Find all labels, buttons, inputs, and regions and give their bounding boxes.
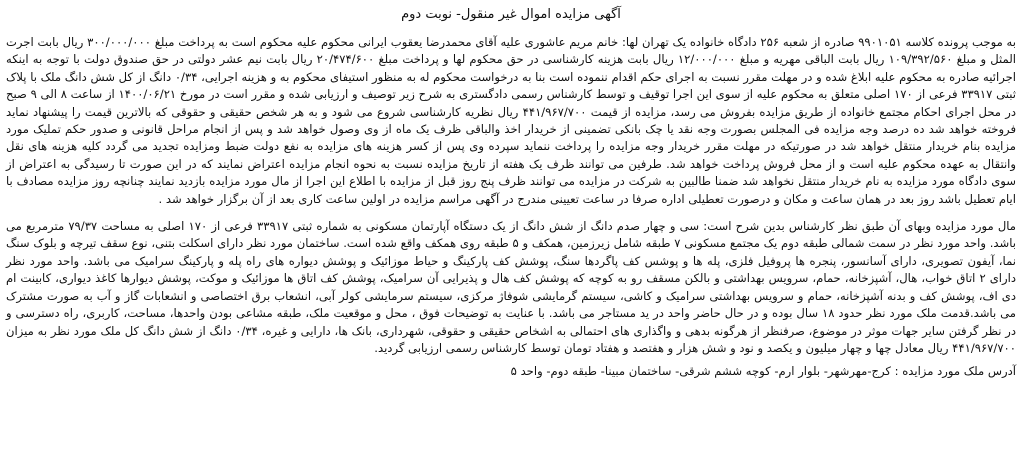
notice-paragraph-terms: به موجب پرونده کلاسه ۹۹۰۱۰۵۱ صادره از شعبه ۲۵۶ دادگاه خانواده یک تهران لها: خانم مریم عاشوری علیه آقای محمدرضا یعقوب ایرانی محکوم علیه محکوم است به پرداخت مبلغ ۳۰۰/۰۰۰/۰۰۰ ریال بابت اجرت المثل و مبلغ ۱۰۹/۳۹۲/۵۶۰ ریال بابت الباقی مهریه و مبلغ ۱۲/۰۰۰/۰۰۰ ریال بابت هزینه کارشناسی در حق محکوم لها و پرداخت مبلغ ۲۰/۴۷۴/۶۰۰ ریال بابت نیم عشر دولتی در حق صندوق دولت با توجه به اینکه اجرائیه صادره به محکوم علیه ابلاغ شده و در مهلت مقرر نسبت به اجرای حکم اقدام ننموده است بنا به درخواست محکوم له به منظور استیفای محکوم به و هزینه اجرایی، ۰/۳۴ دانگ از کل شش دانگ ملک با پلاک ثبتی ۳۳۹۱۷ فرعی از ۱۷۰ اصلی متعلق به محکوم علیه از سوی این اجرا توقیف و توسط کارشناس رسمی دادگستری به شرح زیر توصیف و ارزیابی شده و مقرر است در مورخ ۱۴۰۰/۰۶/۲۱ از ساعت ۸ الی ۹ صبح در محل اجرای احکام مجتمع خانواده از طریق مزایده بفروش می رسد، مزایده از قیمت ۴۴۱/۹۶۷/۷۰۰ ریال نظریه کارشناسی شروع می شود و به هر شخص حقیقی و حقوقی که بالاترین قیمت را پیشنهاد نماید فروخته خواهد شد ده درصد وجه مزایده فی المجلس بصورت وجه نقد یا چک بانکی تضمینی از خریدار اخذ والباقی ظرف یک ماه از وی وصول خواهد شد و پس از انجام مراحل قانونی و صدور حکم تملیک مورد مزایده بنام خریدار منتقل خواهد شد در صورتیکه در مهلت مقرر خریدار وجه مزایده را پرداخت ننماید سپرده وی پس از کسر هزینه های مزایده به نفع دولت ضبط ومزایده تجدید می گردد کلیه هزینه های نقل وانتقال به عهده محکوم علیه است و از محل فروش پرداخت خواهد شد. طرفین می توانند ظرف یک هفته از تاریخ مزایده نسبت به نحوه انجام مزایده اعتراض نمایند که در این صورت تا رسیدگی به اعتراض از سوی دادگاه مورد مزایده به نام خریدار منتقل نخواهد شد ضمنا طالبین به شرکت در مزایده می توانند ظرف پنج روز قبل از مزایده با اطلاع این اجرا از مال مورد مزایده بازدید نمایند چنانچه روز مزایده مصادف با ایام تعطیل باشد روز بعد در همان ساعت و مکان و درصورت تعطیلی اداره صرفا در ساعت تعیینی مندرج در آگهی مراسم مزایده در اولین ساعت کاری بعد از آن برگزار خواهد شد . xyxy=(6,35,1017,206)
notice-paragraph-property-description: مال مورد مزایده وبهای آن طبق نظر کارشناس بدین شرح است: سی و چهار صدم دانگ از شش دانگ از یک دستگاه آپارتمان مسکونی به شماره ثبتی ۳۳۹۱۷ فرعی از ۱۷۰ اصلی به مساحت ۷۹/۳۷ مترمربع می باشد. واحد مورد نظر در سمت شمالی طبقه دوم یک مجتمع مسکونی ۷ طبقه شامل زیرزمین، همکف و ۵ طبقه روی همکف واقع شده است. ساختمان مورد نظر دارای اسکلت بتنی، نوع سقف تیرچه و بلوک سنگ نما، آیفون تصویری، دارای آسانسور، پنجره ها پروفیل فلزی، پله ها و پوشس کف پاگردها سنگ، پوشش کف پارکینگ و حیاط موزائیک و پوشش دیواره های راه پله و پارکینگ سرامیک می باشد. واحد مورد نظر دارای ۲ اتاق خواب، هال، آشپزخانه، حمام، سرویس بهداشتی و بالکن مسقف رو به کوچه که پوشش کف هال و پذیرایی آن سرامیک، پوشش کف اتاق ها موزائیک و موکت، پوشش دیوارها کاغذ دیواری، کابینت ام دی اف، پوشش کف و بدنه آشپزخانه، حمام و سرویس بهداشتی سرامیک و کاشی، سیستم گرمایشی شوفاژ مرکزی، سیستم سرمایشی کولر آبی، انشعاب برق اختصاصی و انشعابات گاز و آب به صورت مشترک می باشد.قدمت ملک مورد نظر حدود ۱۸ سال بوده و در حال حاضر واحد در ید مستاجر می باشد. با عنایت به توضیحات فوق ، محل و موقعیت ملک، طبقه مشاعی بودن واحدها، مساحت، کاربری، راه دسترسی و در نظر گرفتن سایر جهات موثر در موضوع، صرفنظر از هرگونه بدهی و واگذاری های احتمالی به اشخاص حقیقی و حقوقی، شهرداری، بانک ها، دارایی و غیره، ۰/۳۴ دانگ از شش دانگ کل ملک مورد نظر به میزان ۴۴۱/۹۶۷/۷۰۰ ریال معادل چها و چهار میلیون و یکصد و نود و شش هزار و هفتصد و هفتاد تومان توسط کارشناس رسمی ارزیابی گردید. xyxy=(6,219,1017,355)
notice-title: آگهی مزایده اموال غیر منقول- نوبت دوم xyxy=(401,7,621,22)
auction-notice xyxy=(6,6,1016,380)
property-address: آدرس ملک مورد مزایده : کرج-مهرشهر- بلوار ارم- کوچه ششم شرقی- ساختمان مبینا- طبقه دوم- واحد ۵ xyxy=(510,364,1016,379)
